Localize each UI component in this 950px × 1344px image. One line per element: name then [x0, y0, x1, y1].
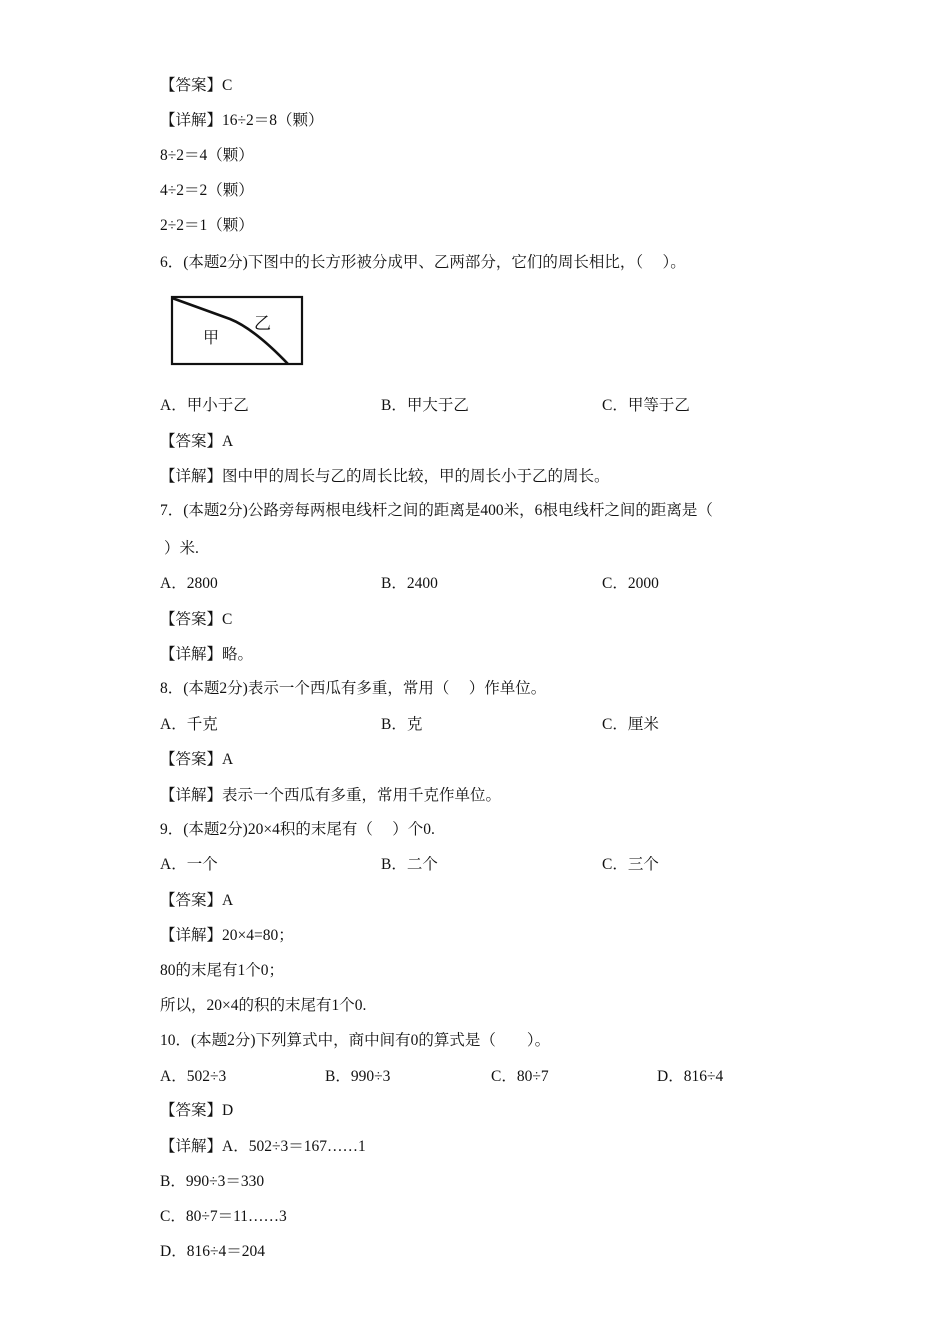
- q10-step-b: B．990÷3＝330: [160, 1173, 265, 1190]
- q8-stem: 8．(本题2分)表示一个西瓜有多重，常用（ ）作单位。: [160, 680, 547, 697]
- q6-rectangle-figure: [170, 295, 306, 372]
- q10-option-c: C．80÷7: [491, 1068, 549, 1085]
- q10-explain: 【详解】A．502÷3＝167……1: [160, 1138, 366, 1155]
- q10-option-a: A．502÷3: [160, 1068, 227, 1085]
- q6-option-c: C．甲等于乙: [602, 397, 690, 414]
- q5-answer: 【答案】C: [160, 77, 233, 94]
- q10-option-d: D．816÷4: [657, 1068, 724, 1085]
- q7-stem-line1: 7．(本题2分)公路旁每两根电线杆之间的距离是400米，6根电线杆之间的距离是（: [160, 502, 713, 519]
- q9-explain: 【详解】20×4=80；: [160, 927, 294, 944]
- q8-option-c: C．厘米: [602, 716, 659, 733]
- q10-option-b: B．990÷3: [325, 1068, 391, 1085]
- q9-option-a: A．一个: [160, 856, 218, 873]
- q5-step-3: 2÷2＝1（颗）: [160, 217, 254, 234]
- q10-answer: 【答案】D: [160, 1102, 234, 1119]
- q9-option-c: C．三个: [602, 856, 659, 873]
- q5-explain: 【详解】16÷2＝8（颗）: [160, 112, 324, 129]
- q8-option-b: B．克: [381, 716, 423, 733]
- q9-stem: 9．(本题2分)20×4积的末尾有（ ）个0.: [160, 821, 435, 838]
- q5-step-2: 4÷2＝2（颗）: [160, 182, 254, 199]
- q7-option-a: A．2800: [160, 575, 218, 592]
- q9-answer: 【答案】A: [160, 892, 234, 909]
- q9-step-1: 80的末尾有1个0；: [160, 962, 285, 979]
- q9-step-2: 所以，20×4的积的末尾有1个0.: [160, 997, 367, 1014]
- q6-stem: 6．(本题2分)下图中的长方形被分成甲、乙两部分，它们的周长相比，（ ）。: [160, 254, 686, 271]
- q6-answer: 【答案】A: [160, 433, 234, 450]
- q7-explain: 【详解】略。: [160, 646, 254, 663]
- q7-option-b: B．2400: [381, 575, 438, 592]
- q10-step-d: D．816÷4＝204: [160, 1243, 265, 1260]
- q7-stem-line2: ）米.: [164, 540, 199, 557]
- q9-option-b: B．二个: [381, 856, 438, 873]
- q7-option-c: C．2000: [602, 575, 659, 592]
- q10-step-c: C．80÷7＝11……3: [160, 1208, 287, 1225]
- q6-option-a: A．甲小于乙: [160, 397, 249, 414]
- q7-answer: 【答案】C: [160, 611, 233, 628]
- q10-stem: 10．(本题2分)下列算式中，商中间有0的算式是（ ）。: [160, 1032, 551, 1049]
- q8-explain: 【详解】表示一个西瓜有多重，常用千克作单位。: [160, 787, 502, 804]
- q6-option-b: B．甲大于乙: [381, 397, 469, 414]
- q5-step-1: 8÷2＝4（颗）: [160, 147, 254, 164]
- label-yi: 乙: [254, 314, 271, 334]
- q8-option-a: A．千克: [160, 716, 218, 733]
- q6-explain: 【详解】图中甲的周长与乙的周长比较，甲的周长小于乙的周长。: [160, 468, 610, 485]
- q8-answer: 【答案】A: [160, 751, 234, 768]
- label-jia: 甲: [203, 328, 220, 347]
